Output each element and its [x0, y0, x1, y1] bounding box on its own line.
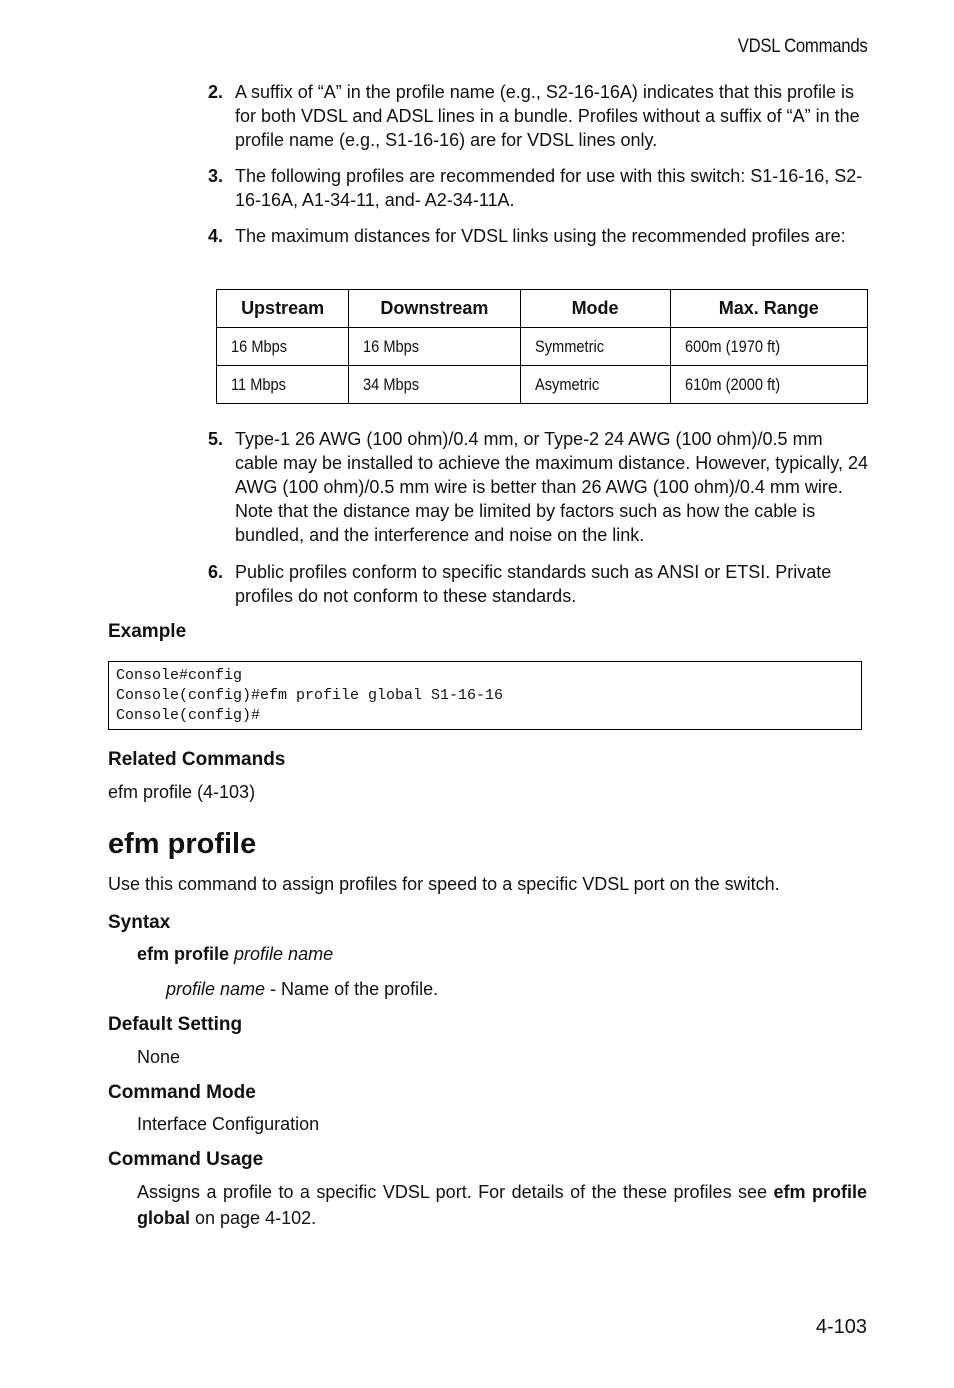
column-header: Mode [520, 290, 670, 328]
cross-reference: efm profile global [137, 1182, 868, 1228]
table-cell: 11 Mbps [217, 366, 349, 404]
syntax-line [137, 942, 333, 967]
command-title: efm profile [108, 828, 257, 860]
list-item [208, 80, 868, 152]
column-header: Downstream [349, 290, 520, 328]
parameter-description: - Name of the profile. [265, 979, 439, 999]
command-description: Use this command to assign profiles for speed to a specific VDSL port on the switch. [108, 874, 780, 894]
table-cell: 600m (1970 ft) [670, 328, 868, 366]
list-item-number: 5. [208, 429, 224, 449]
list-item-text: The maximum distances for VDSL links using the recommended profiles are: [235, 226, 846, 246]
table-cell: Asymetric [520, 366, 670, 404]
column-header: Max. Range [670, 290, 868, 328]
table-row [217, 366, 868, 404]
list-item-number: 4. [208, 226, 224, 246]
code-block [108, 661, 862, 730]
syntax-argument: profile name [234, 944, 334, 964]
command-mode-heading: Command Mode [108, 1082, 256, 1103]
table-cell: 34 Mbps [349, 366, 520, 404]
list-item [208, 427, 868, 547]
table-cell: 16 Mbps [349, 328, 520, 366]
list-item [208, 560, 868, 608]
list-item [208, 164, 868, 212]
table-cell: 610m (2000 ft) [670, 366, 868, 404]
command-usage-text: Assigns a profile to a specific VDSL port. For details of the these profiles see efm profile global on page 4-102. [137, 1182, 868, 1228]
syntax-command: efm profile [137, 944, 230, 964]
command-mode-value: Interface Configuration [137, 1114, 320, 1134]
code-line: Console(config)#efm profile global S1-16-16 [116, 687, 504, 704]
list-item-number: 2. [208, 82, 224, 102]
table-row [217, 328, 868, 366]
example-heading: Example [108, 621, 187, 642]
command-usage-heading: Command Usage [108, 1149, 264, 1170]
page-number: 4-103 [815, 1316, 867, 1338]
table-cell: 16 Mbps [217, 328, 349, 366]
list-item-text: The following profiles are recommended for use with this switch: S1-16-16, S2-16-16A, A1-34-11, and- A2-34-11A. [235, 166, 863, 210]
code-line: Console(config)# [116, 707, 261, 724]
column-header: Upstream [217, 290, 349, 328]
list-item-text: Type-1 26 AWG (100 ohm)/0.4 mm, or Type-2 24 AWG (100 ohm)/0.5 mm cable may be installed to achieve the maximum distance. However, typically, 24 AWG (100 ohm)/0.5 mm wire is better than 26 AWG (100 ohm)/0.4 mm wire. Note that the distance may be limited by factors such as how the cable is bundled, and the interference and noise on the link. [235, 429, 868, 545]
related-commands-heading: Related Commands [108, 749, 286, 770]
numbered-list-bottom [208, 427, 868, 608]
parameter-line [166, 977, 438, 1002]
default-setting-value: None [137, 1047, 181, 1067]
list-item-number: 3. [208, 166, 224, 186]
parameter-name: profile name [166, 979, 266, 999]
list-item-number: 6. [208, 562, 224, 582]
list-item [208, 224, 868, 248]
numbered-list-top [208, 80, 868, 248]
list-item-text: A suffix of “A” in the profile name (e.g., S2-16-16A) indicates that this profile is for both VDSL and ADSL lines in a bundle. Profiles without a suffix of “A” in the profile name (e.g., S1-16-16) are for VDSL lines only. [235, 82, 860, 150]
related-commands-text: efm profile (4-103) [108, 782, 256, 802]
running-header: VDSL Commands [737, 36, 867, 57]
syntax-heading: Syntax [108, 912, 171, 933]
table-header-row [217, 290, 868, 328]
default-setting-heading: Default Setting [108, 1014, 243, 1035]
table-cell: Symmetric [520, 328, 670, 366]
code-line: Console#config [116, 667, 243, 684]
list-item-text: Public profiles conform to specific standards such as ANSI or ETSI. Private profiles do not conform to these standards. [235, 562, 832, 606]
distance-table [216, 289, 868, 404]
